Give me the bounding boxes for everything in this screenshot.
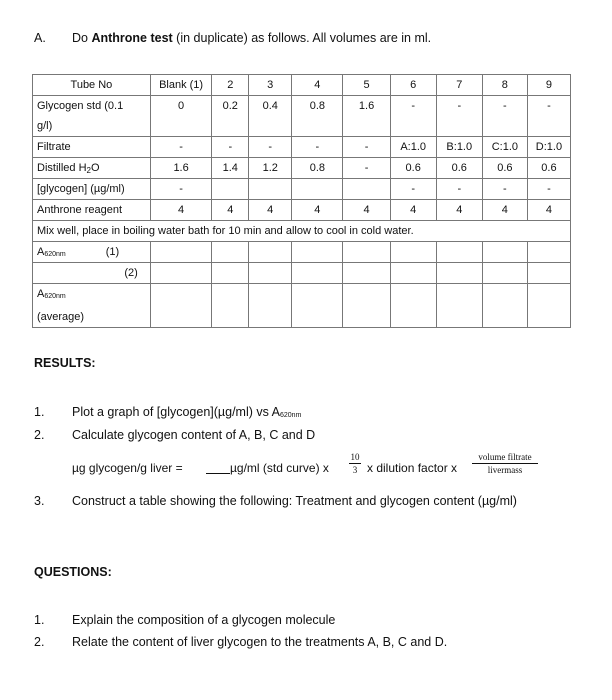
table-cell: - (482, 96, 527, 137)
questions-num-1: 1. (34, 613, 45, 627)
table-cell (343, 179, 390, 200)
results-num-2: 2. (34, 428, 45, 442)
table-cell: - (436, 96, 482, 137)
table-cell: C:1.0 (482, 137, 527, 158)
table-cell: 4 (249, 200, 292, 221)
table-cell (390, 284, 436, 328)
header-cell: Blank (1) (150, 75, 211, 96)
formula-fraction-2 (472, 452, 538, 475)
results-item-1-sub: 620nm (280, 412, 302, 419)
row-label: Anthrone reagent (33, 200, 151, 221)
table-cell: - (436, 179, 482, 200)
table-cell: 0.2 (212, 96, 249, 137)
table-cell: - (343, 137, 390, 158)
table-cell: 1.6 (343, 96, 390, 137)
results-item-1 (72, 405, 301, 419)
table-cell: A:1.0 (390, 137, 436, 158)
frac1-bot: 3 (352, 465, 358, 475)
table-cell: - (150, 137, 211, 158)
table-cell (436, 242, 482, 263)
formula-fraction-1 (349, 452, 361, 475)
glycogen-std-row (33, 96, 571, 137)
table-cell: 4 (343, 200, 390, 221)
replicate-1: (1) (105, 246, 120, 258)
table-cell (150, 284, 211, 328)
header-cell: 2 (212, 75, 249, 96)
a620-avg-label: A (37, 288, 45, 300)
questions-title: QUESTIONS: (34, 565, 112, 579)
table-cell (343, 284, 390, 328)
glycogen-std-label-1: Glycogen std (0.1 (37, 100, 124, 112)
water-label: Distilled H (37, 161, 87, 174)
glycogen-conc-row (33, 179, 571, 200)
a620-average-row (33, 284, 571, 328)
table-cell (249, 263, 292, 284)
formula-blank (206, 461, 230, 475)
table-cell (150, 242, 211, 263)
table-cell: 4 (390, 200, 436, 221)
table-cell (390, 263, 436, 284)
table-cell: 4 (527, 200, 570, 221)
table-cell (436, 263, 482, 284)
table-cell (527, 284, 570, 328)
table-cell (249, 284, 292, 328)
table-cell: 0.6 (527, 158, 570, 179)
formula-dilution: x dilution factor x (367, 461, 458, 475)
header-cell: 5 (343, 75, 390, 96)
row-label (33, 242, 151, 263)
table-cell: - (212, 137, 249, 158)
header-cell: 6 (390, 75, 436, 96)
table-cell (150, 263, 211, 284)
table-header-row (33, 75, 571, 96)
header-cell: 3 (249, 75, 292, 96)
header-cell: 9 (527, 75, 570, 96)
table-cell: - (249, 137, 292, 158)
results-num-1: 1. (34, 405, 45, 419)
table-cell: - (527, 179, 570, 200)
anthrone-row (33, 200, 571, 221)
table-cell: 1.4 (212, 158, 249, 179)
results-item-2: Calculate glycogen content of A, B, C and D (72, 428, 316, 442)
a620-sub: 620nm (44, 251, 66, 258)
table-cell: 4 (150, 200, 211, 221)
table-cell (292, 179, 343, 200)
results-item-1-text: Plot a graph of [glycogen](µg/ml) vs A (72, 405, 280, 419)
table-cell: B:1.0 (436, 137, 482, 158)
row-label (33, 284, 151, 328)
table-cell: - (527, 96, 570, 137)
table-cell: 0.8 (292, 96, 343, 137)
table-cell: 1.6 (150, 158, 211, 179)
table-cell (292, 242, 343, 263)
instruction-post: (in duplicate) as follows. All volumes are in ml. (172, 31, 432, 45)
a620-row-1 (33, 242, 571, 263)
table-cell: 0.6 (390, 158, 436, 179)
table-cell: 0 (150, 96, 211, 137)
table-cell: 4 (212, 200, 249, 221)
row-label: Filtrate (33, 137, 151, 158)
formula-left: µg glycogen/g liver = (72, 461, 183, 475)
table-cell: - (390, 96, 436, 137)
table-cell (249, 242, 292, 263)
table-cell: 0.8 (292, 158, 343, 179)
results-num-3: 3. (34, 494, 45, 508)
table-cell (482, 284, 527, 328)
row-label (33, 96, 151, 137)
instruction-bold: Anthrone test (91, 31, 173, 45)
table-cell: 4 (292, 200, 343, 221)
table-cell: 4 (436, 200, 482, 221)
table-cell (212, 263, 249, 284)
row-label: [glycogen] (µg/ml) (33, 179, 151, 200)
table-cell (212, 179, 249, 200)
glycogen-formula (72, 452, 592, 488)
table-cell (527, 242, 570, 263)
table-cell (249, 179, 292, 200)
water-label-end: O (90, 161, 100, 174)
frac1-top: 10 (350, 452, 360, 462)
table-cell (343, 242, 390, 263)
questions-item-2: Relate the content of liver glycogen to the treatments A, B, C and D. (72, 635, 448, 649)
table-cell (212, 284, 249, 328)
table-cell: - (482, 179, 527, 200)
table-cell (343, 263, 390, 284)
glycogen-std-label-2: g/l) (37, 120, 53, 132)
a620-avg-sub: 620nm (44, 293, 66, 300)
a620-row-2 (33, 263, 571, 284)
table-cell: - (390, 179, 436, 200)
header-cell: 8 (482, 75, 527, 96)
section-instruction (72, 31, 431, 45)
frac2-bot: livermass (487, 465, 523, 475)
section-letter: A. (34, 31, 46, 45)
table-cell: 4 (482, 200, 527, 221)
water-label-sub: 2 (86, 165, 91, 175)
header-cell: 7 (436, 75, 482, 96)
table-cell (482, 263, 527, 284)
distilled-water-row (33, 158, 571, 179)
table-cell (212, 242, 249, 263)
instruction-pre: Do (72, 31, 92, 45)
formula-mid: µg/ml (std curve) x (230, 461, 329, 475)
table-cell: - (292, 137, 343, 158)
filtrate-row (33, 137, 571, 158)
table-cell (390, 242, 436, 263)
table-cell: 0.6 (436, 158, 482, 179)
table-cell: 0.6 (482, 158, 527, 179)
questions-num-2: 2. (34, 635, 45, 649)
row-label (33, 158, 151, 179)
header-cell: Tube No (33, 75, 151, 96)
results-item-3: Construct a table showing the following: Treatment and glycogen content (µg/ml) (72, 494, 517, 508)
a620-label: A (37, 246, 45, 258)
table-cell (436, 284, 482, 328)
table-cell: D:1.0 (527, 137, 570, 158)
anthrone-protocol-table (32, 74, 571, 328)
results-title: RESULTS: (34, 356, 96, 370)
table-cell (292, 263, 343, 284)
questions-item-1: Explain the composition of a glycogen molecule (72, 613, 336, 627)
frac2-top: volume filtrate (478, 452, 532, 462)
table-cell (292, 284, 343, 328)
mix-note: Mix well, place in boiling water bath for 10 min and allow to cool in cold water. (33, 221, 571, 242)
table-cell (527, 263, 570, 284)
table-cell: 0.4 (249, 96, 292, 137)
header-cell: 4 (292, 75, 343, 96)
mix-note-row (33, 221, 571, 242)
table-cell: - (150, 179, 211, 200)
table-cell: 1.2 (249, 158, 292, 179)
table-cell (482, 242, 527, 263)
average-label: (average) (37, 311, 85, 323)
replicate-2: (2) (33, 263, 151, 284)
table-cell: - (343, 158, 390, 179)
